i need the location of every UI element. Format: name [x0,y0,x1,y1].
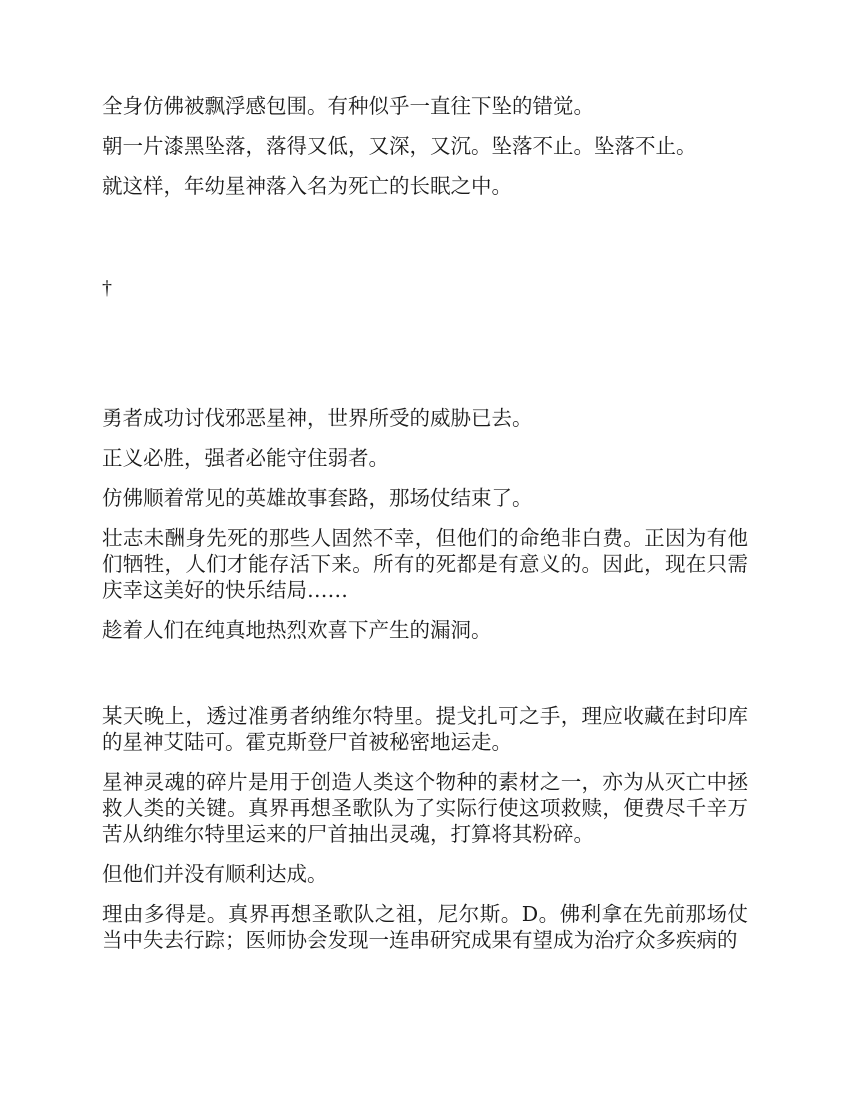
section-aftermath [102,405,748,643]
paragraph: 星神灵魂的碎片是用于创造人类这个物种的素材之一，亦为从灭亡中拯救人类的关键。真界再想圣歌队为了实际行使这项救赎，便费尽千辛万苦从纳维尔特里运来的尸首抽出灵魂，打算将其粉碎。 [102,770,748,846]
paragraph: 勇者成功讨伐邪恶星神，世界所受的威胁已去。 [102,406,533,430]
paragraph: 某天晚上，透过准勇者纳维尔特里。提戈扎可之手，理应收藏在封印库的星神艾陆可。霍克斯登尸首被秘密地运走。 [102,704,748,754]
paragraph: 朝一片漆黑坠落，落得又低，又深，又沉。坠落不止。坠落不止。 [102,134,697,158]
paragraph: 就这样，年幼星神落入名为死亡的长眠之中。 [102,174,512,198]
paragraph: 趁着人们在纯真地热烈欢喜下产生的漏洞。 [102,618,492,642]
paragraph: 壮志未酬身先死的那些人固然不幸，但他们的命绝非白费。正因为有他们牺牲，人们才能存活下来。所有的死都是有意义的。因此，现在只需庆幸这美好的快乐结局…… [102,526,748,602]
paragraph: 理由多得是。真界再想圣歌队之祖，尼尔斯。D。佛利拿在先前那场仗当中失去行踪；医师协会发现一连串研究成果有望成为治疗众多疾病的 [102,902,748,952]
paragraph: 全身仿佛被飘浮感包围。有种似乎一直往下坠的错觉。 [102,94,594,118]
document-page [102,93,748,967]
paragraph: 仿佛顺着常见的英雄故事套路，那场仗结束了。 [102,486,533,510]
paragraph: 但他们并没有顺利达成。 [102,862,328,886]
paragraph: 正义必胜，强者必能守住弱者。 [102,446,389,470]
section-stolen-corpse [102,703,748,953]
section-falling [102,93,748,199]
section-divider-dagger: † [102,277,112,299]
